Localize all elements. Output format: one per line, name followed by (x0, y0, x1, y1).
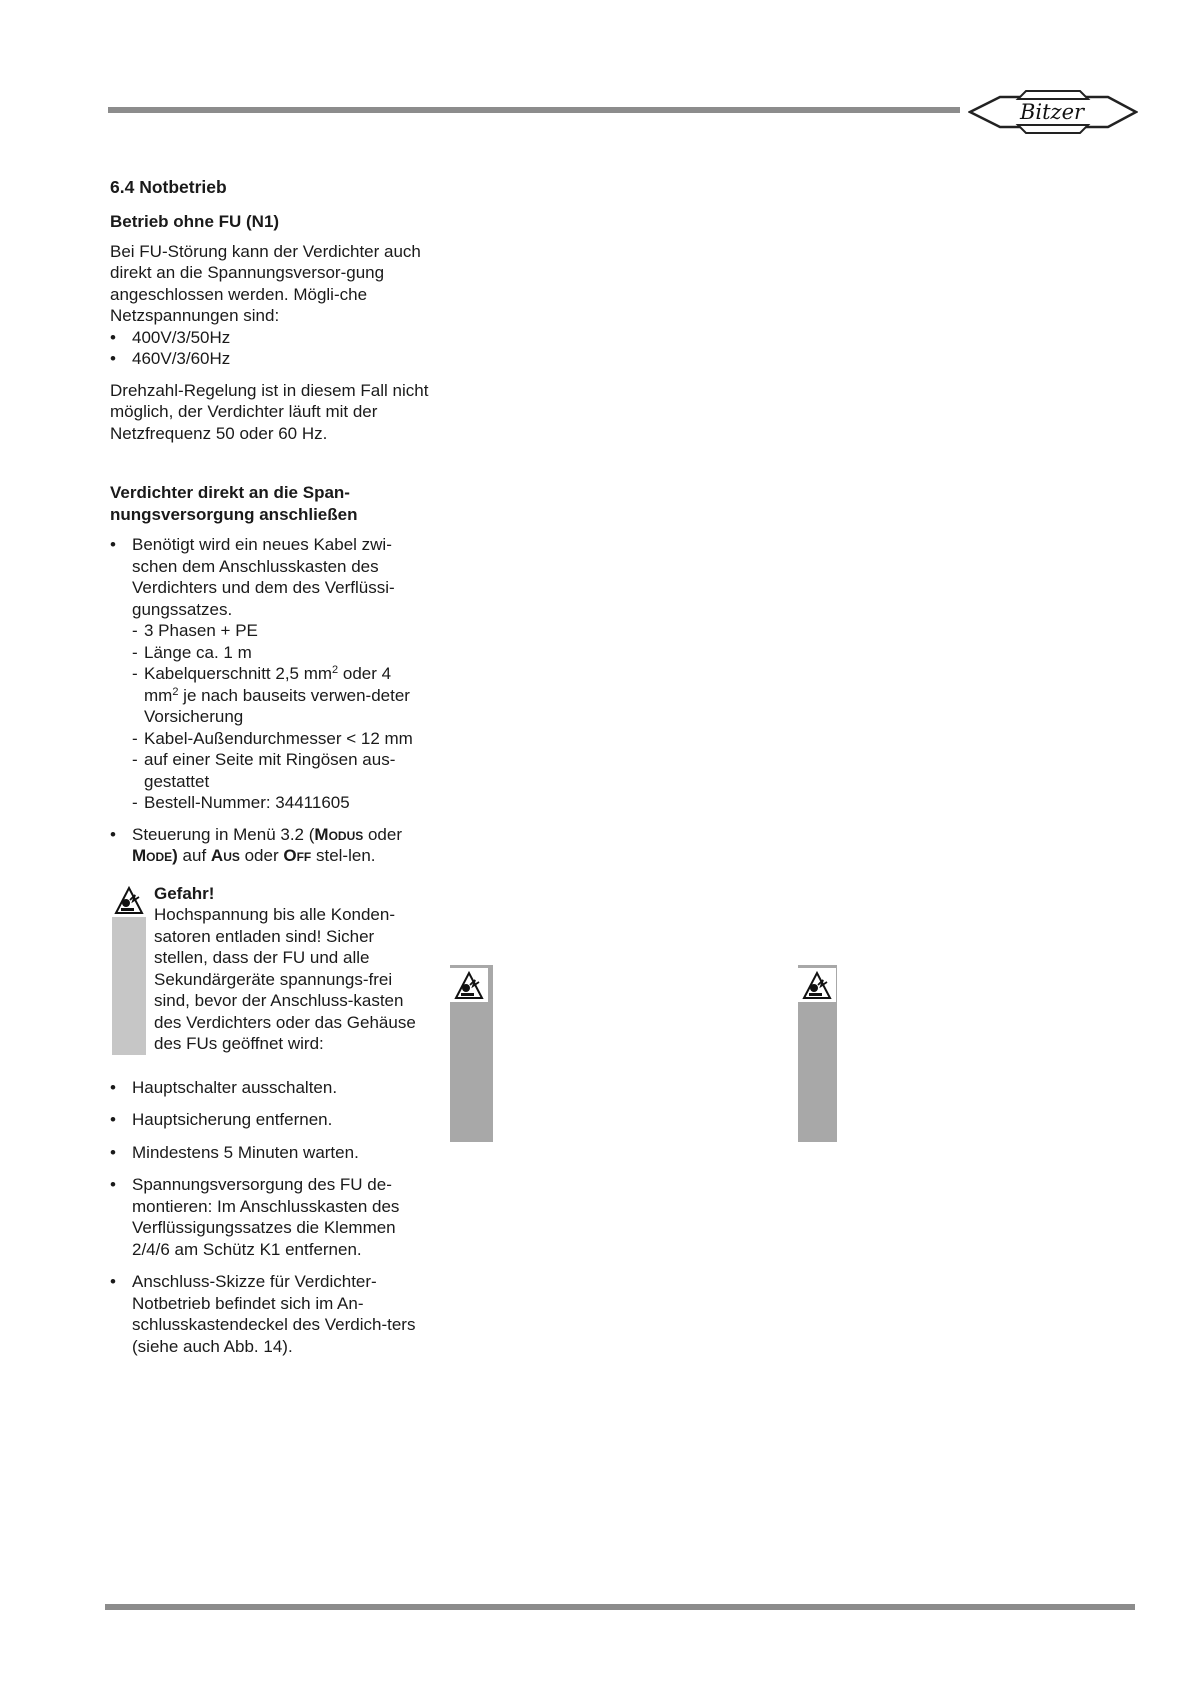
step-item: • Spannungsversorgung des FU de-montieren: Im Anschlusskasten des Verflüssigungssatzes die Klemmen 2/4/6 am Schütz K1 entfernen. (110, 1174, 430, 1260)
step-item: • Hauptsicherung entfernen. (110, 1109, 430, 1131)
connection-list (110, 534, 430, 867)
step-item: • Mindestens 5 Minuten warten. (110, 1142, 430, 1164)
warning-title: Gefahr! (154, 883, 215, 903)
step-item: • Anschluss-Skizze für Verdichter-Notbetrieb befindet sich im An-schlusskastendeckel des Verdich-ters (siehe auch Abb. 14). (110, 1271, 430, 1357)
spec-ring-lugs: - auf einer Seite mit Ringösen aus-gestattet (132, 749, 430, 792)
voltage-list (110, 327, 430, 370)
intro-paragraph: Bei FU-Störung kann der Verdichter auch direkt an die Spannungsversor-gung angeschlossen werden. Mögli-che Netzspannungen sind: (110, 241, 421, 325)
electric-hazard-icon (450, 968, 488, 1002)
subheading-operation-without-fu: Betrieb ohne FU (N1) (110, 211, 280, 231)
spec-diameter: - Kabel-Außendurchmesser < 12 mm (132, 728, 430, 750)
spec-cross-section: - Kabelquerschnitt 2,5 $mm^2$ oder 4 $mm^2$ je nach bauseits verwen-deter Vorsicherung (132, 663, 430, 728)
svg-text:Bitzer: Bitzer (1019, 100, 1085, 124)
cable-intro: Benötigt wird ein neues Kabel zwi-schen dem Anschlusskasten des Verdichters und dem des Verflüssi-gungssatzes. (132, 535, 395, 619)
speed-control-paragraph: Drehzahl-Regelung ist in diesem Fall nicht möglich, der Verdichter läuft mit der Netzfrequenz 50 oder 60 Hz. (110, 380, 429, 443)
warning-bar-column-2 (450, 965, 493, 1142)
spec-order-number: - Bestell-Nummer: 34411605 (132, 792, 430, 814)
warning-bar-column-3 (798, 965, 837, 1142)
header-rule (108, 107, 960, 113)
electric-hazard-icon (112, 883, 146, 917)
main-column (110, 170, 430, 1368)
bitzer-logo (968, 88, 1138, 136)
danger-warning-box (110, 883, 430, 1055)
voltage-item: • 400V/3/50Hz (110, 327, 430, 349)
steps-list (110, 1077, 430, 1358)
spec-phases: - 3 Phasen + PE (132, 620, 430, 642)
voltage-item: • 460V/3/60Hz (110, 348, 430, 370)
spec-length: - Länge ca. 1 m (132, 642, 430, 664)
subheading-direct-connection: Verdichter direkt an die Span-nungsversorgung anschließen (110, 483, 358, 524)
cable-item (110, 534, 430, 814)
footer-rule (105, 1604, 1135, 1610)
warning-body: Hochspannung bis alle Konden-satoren entladen sind! Sicher stellen, dass der FU und alle Sekundärgeräte spannungs-frei sind, bevor der Anschluss-kasten des Verdichters oder das Gehäuse des FUs geöffnet wird: (154, 905, 416, 1053)
control-item: • Steuerung in Menü 3.2 (Modus oder Mode) auf Aus oder Off stel-len. (110, 824, 430, 867)
section-title: 6.4 Notbetrieb (110, 177, 227, 197)
step-item: • Hauptschalter ausschalten. (110, 1077, 430, 1099)
electric-hazard-icon (798, 968, 836, 1002)
cable-spec-list (132, 620, 430, 814)
